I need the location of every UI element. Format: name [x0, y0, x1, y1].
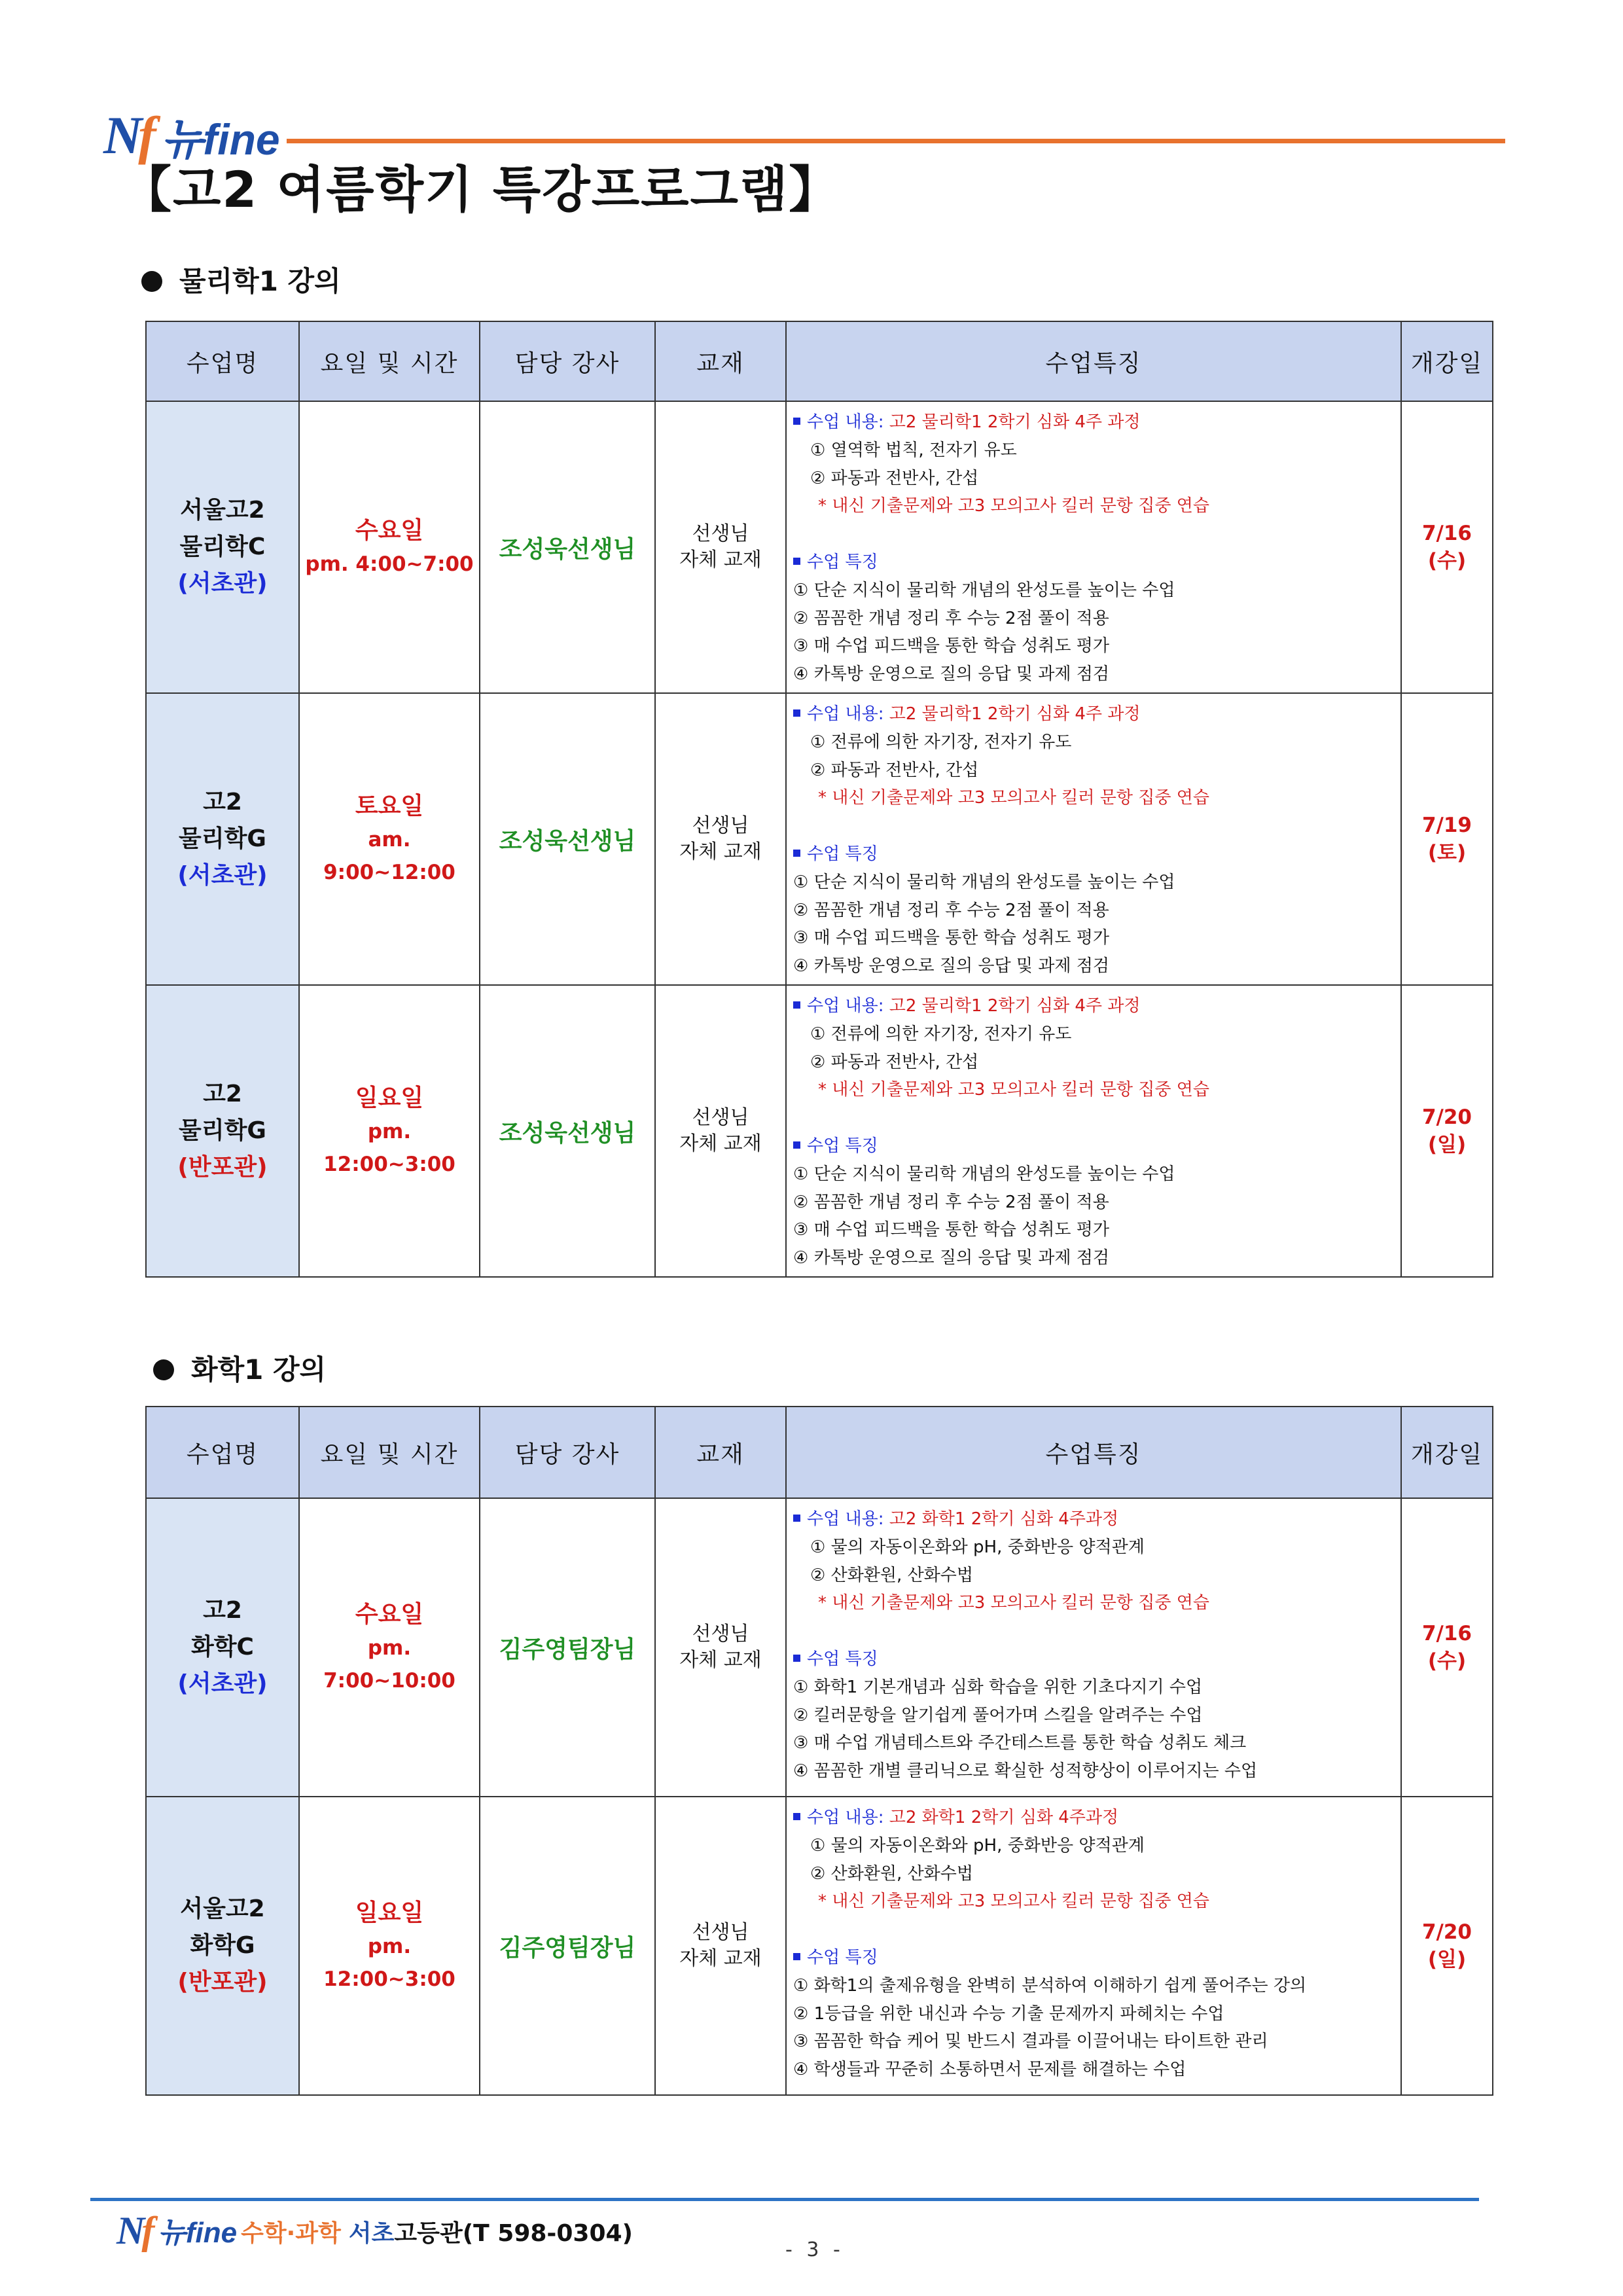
column-header-course: 수업명 — [146, 321, 299, 401]
chemistry-course-table — [145, 1406, 1493, 2096]
footer-divider — [90, 2198, 1479, 2201]
features-cell: 수업 내용: 고2 물리학1 2학기 심화 4주 과정 ① 전류에 의한 자기장, 전자기 유도 ② 파동과 전반사, 간섭 * 내신 기출문제와 고3 모의고사 킬러 문항 집중 연습 수업 특징 ① 단순 지식이 물리학 개념의 완성도를 높이는 수업 ② 꼼꼼한 개념 정리 후 수능 2점 풀이 적용 ③ 매 수업 피드백을 통한 학습 성취도 평가 ④ 카톡방 운영으로 질의 응답 및 과제 점검 — [786, 693, 1401, 985]
table-header-row — [146, 321, 1493, 401]
table-row — [146, 1498, 1493, 1797]
column-header-textbook: 교재 — [655, 1407, 786, 1498]
footer — [116, 2211, 633, 2250]
square-bullet-icon — [793, 1953, 800, 1960]
course-name-cell: 서울고2 화학G (반포관) — [146, 1797, 299, 2095]
textbook-cell: 선생님 자체 교재 — [655, 401, 786, 693]
footer-logo-mark: Nf — [116, 2209, 152, 2252]
column-header-schedule: 요일 및 시간 — [299, 321, 480, 401]
start-date-cell: 7/20 (일) — [1401, 1797, 1493, 2095]
schedule-cell: 토요일 am. 9:00~12:00 — [299, 693, 480, 985]
schedule-cell: 일요일 pm. 12:00~3:00 — [299, 985, 480, 1277]
physics-course-table — [145, 321, 1493, 1278]
branch-label: (반포관) — [177, 1154, 268, 1181]
square-bullet-icon — [793, 1141, 800, 1149]
footer-logo-text: 뉴fine — [158, 2217, 238, 2249]
course-name-cell: 고2 물리학G (서초관) — [146, 693, 299, 985]
column-header-teacher: 담당 강사 — [480, 321, 655, 401]
start-date-cell: 7/19 (토) — [1401, 693, 1493, 985]
branch-label: (서초관) — [177, 1670, 268, 1697]
schedule-cell: 수요일 pm. 7:00~10:00 — [299, 1498, 480, 1797]
table-row — [146, 1797, 1493, 2095]
column-header-features: 수업특징 — [786, 1407, 1401, 1498]
features-cell: 수업 내용: 고2 화학1 2학기 심화 4주과정 ① 물의 자동이온화와 pH, 중화반응 양적관계 ② 산화환원, 산화수법 * 내신 기출문제와 고3 모의고사 킬러 문항 집중 연습 수업 특징 ① 화학1 기본개념과 심화 학습을 위한 기초다지기 수업 ② 킬러문항을 알기쉽게 풀어가며 스킬을 알려주는 수업 ③ 매 수업 개념테스트와 주간테스트를 통한 학습 성취도 체크 ④ 꼼꼼한 개별 클리닉으로 확실한 성적향상이 이루어지는 수업 — [786, 1498, 1401, 1797]
column-header-features: 수업특징 — [786, 321, 1401, 401]
schedule-cell: 일요일 pm. 12:00~3:00 — [299, 1797, 480, 2095]
page-title: 【고2 여름학기 특강프로그램】 — [122, 160, 840, 219]
course-name-cell: 서울고2 물리학C (서초관) — [146, 401, 299, 693]
square-bullet-icon — [793, 558, 800, 565]
square-bullet-icon — [793, 1001, 800, 1009]
features-cell: 수업 내용: 고2 물리학1 2학기 심화 4주 과정 ① 전류에 의한 자기장, 전자기 유도 ② 파동과 전반사, 간섭 * 내신 기출문제와 고3 모의고사 킬러 문항 집중 연습 수업 특징 ① 단순 지식이 물리학 개념의 완성도를 높이는 수업 ② 꼼꼼한 개념 정리 후 수능 2점 풀이 적용 ③ 매 수업 피드백을 통한 학습 성취도 평가 ④ 카톡방 운영으로 질의 응답 및 과제 점검 — [786, 985, 1401, 1277]
table-header-row — [146, 1407, 1493, 1498]
logo-mark: Nf — [103, 105, 152, 165]
brand-logo — [103, 103, 280, 165]
footer-school-contact: 고등관(T 598-0304) — [394, 2220, 633, 2247]
teacher-cell: 조성욱선생님 — [480, 401, 655, 693]
header-divider — [287, 139, 1505, 143]
section-heading-chemistry: 화학1 강의 — [153, 1352, 326, 1388]
teacher-cell: 조성욱선생님 — [480, 985, 655, 1277]
page-number: - 3 - — [785, 2238, 844, 2261]
features-cell: 수업 내용: 고2 화학1 2학기 심화 4주과정 ① 물의 자동이온화와 pH, 중화반응 양적관계 ② 산화환원, 산화수법 * 내신 기출문제와 고3 모의고사 킬러 문항 집중 연습 수업 특징 ① 화학1의 출제유형을 완벽히 분석하여 이해하기 쉽게 풀어주는 강의 ② 1등급을 위한 내신과 수능 기출 문제까지 파헤치는 수업 ③ 꼼꼼한 학습 케어 및 반드시 결과를 이끌어내는 타이트한 관리 ④ 학생들과 꾸준히 소통하면서 문제를 해결하는 수업 — [786, 1797, 1401, 2095]
teacher-cell: 김주영팀장님 — [480, 1797, 655, 2095]
section-heading-physics: 물리학1 강의 — [141, 263, 341, 300]
branch-label: (서초관) — [177, 862, 268, 889]
column-header-start-date: 개강일 — [1401, 321, 1493, 401]
table-row — [146, 693, 1493, 985]
teacher-cell: 김주영팀장님 — [480, 1498, 655, 1797]
column-header-schedule: 요일 및 시간 — [299, 1407, 480, 1498]
table-row — [146, 401, 1493, 693]
textbook-cell: 선생님 자체 교재 — [655, 985, 786, 1277]
start-date-cell: 7/16 (수) — [1401, 1498, 1493, 1797]
square-bullet-icon — [793, 1655, 800, 1662]
column-header-start-date: 개강일 — [1401, 1407, 1493, 1498]
course-name-cell: 고2 화학C (서초관) — [146, 1498, 299, 1797]
start-date-cell: 7/16 (수) — [1401, 401, 1493, 693]
teacher-cell: 조성욱선생님 — [480, 693, 655, 985]
textbook-cell: 선생님 자체 교재 — [655, 1797, 786, 2095]
bullet-icon — [141, 271, 162, 292]
branch-label: (반포관) — [177, 1969, 268, 1996]
features-cell: 수업 내용: 고2 물리학1 2학기 심화 4주 과정 ① 열역학 법칙, 전자기 유도 ② 파동과 전반사, 간섭 * 내신 기출문제와 고3 모의고사 킬러 문항 집중 연습 수업 특징 ① 단순 지식이 물리학 개념의 완성도를 높이는 수업 ② 꼼꼼한 개념 정리 후 수능 2점 풀이 적용 ③ 매 수업 피드백을 통한 학습 성취도 평가 ④ 카톡방 운영으로 질의 응답 및 과제 점검 — [786, 401, 1401, 693]
square-bullet-icon — [793, 1813, 800, 1820]
start-date-cell: 7/20 (일) — [1401, 985, 1493, 1277]
footer-subject: 수학·과학 — [241, 2220, 341, 2247]
column-header-textbook: 교재 — [655, 321, 786, 401]
table-row — [146, 985, 1493, 1277]
footer-branch: 서초 — [348, 2220, 395, 2247]
textbook-cell: 선생님 자체 교재 — [655, 693, 786, 985]
square-bullet-icon — [793, 1515, 800, 1522]
textbook-cell: 선생님 자체 교재 — [655, 1498, 786, 1797]
square-bullet-icon — [793, 850, 800, 857]
column-header-teacher: 담당 강사 — [480, 1407, 655, 1498]
logo-text: 뉴fine — [161, 115, 280, 164]
schedule-cell: 수요일 pm. 4:00~7:00 — [299, 401, 480, 693]
branch-label: (서초관) — [177, 570, 268, 597]
bullet-icon — [153, 1359, 174, 1380]
course-name-cell: 고2 물리학G (반포관) — [146, 985, 299, 1277]
square-bullet-icon — [793, 418, 800, 425]
column-header-course: 수업명 — [146, 1407, 299, 1498]
square-bullet-icon — [793, 709, 800, 717]
